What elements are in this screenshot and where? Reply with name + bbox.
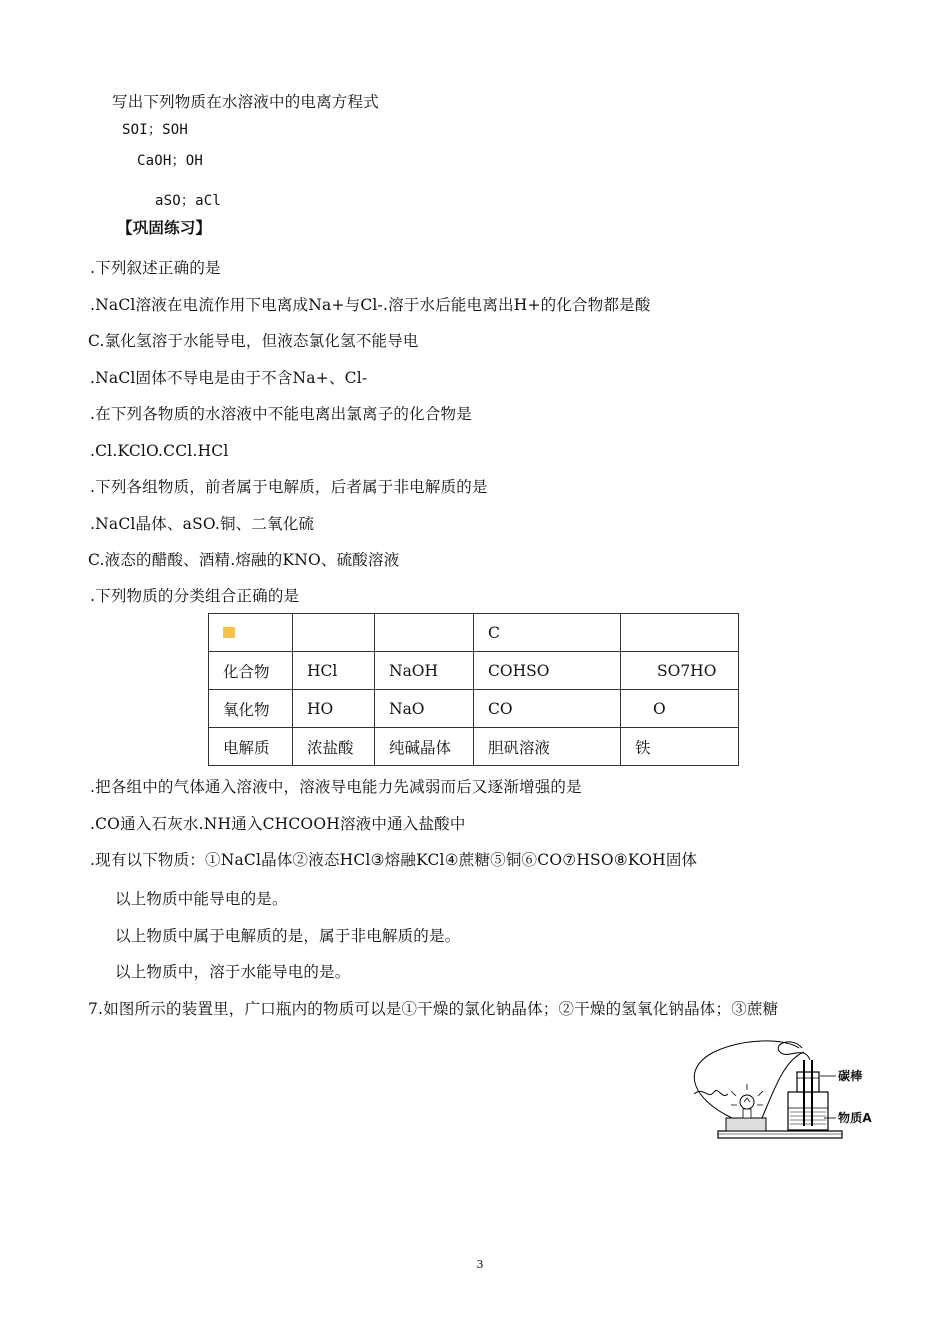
table-cell: HCl [293, 652, 375, 690]
bulb-icon [740, 1095, 754, 1109]
bottle-stopper [797, 1072, 819, 1092]
table-cell: 胆矾溶液 [474, 728, 621, 766]
table-cell: SO7HO [621, 652, 739, 690]
table-cell: NaOH [375, 652, 474, 690]
page-number: 3 [476, 1258, 484, 1271]
question-1: .下列叙述正确的是 [90, 259, 221, 277]
base-board [718, 1131, 842, 1138]
bulb-stand [726, 1118, 766, 1131]
question-7: 7.如图所示的装置里，广口瓶内的物质可以是①干燥的氯化钠晶体；②干燥的氢氧化钠晶体；③蔗糖 [88, 1000, 779, 1018]
question-1-option-d: .NaCl固体不导电是由于不含Na+、Cl- [90, 369, 368, 387]
bulb-base [743, 1109, 751, 1118]
conductivity-apparatus-figure [684, 1030, 884, 1142]
question-2-options: .Cl.KClO.CCl.HCl [90, 442, 229, 460]
question-2: .在下列各物质的水溶液中不能电离出氯离子的化合物是 [90, 405, 472, 423]
table-cell [375, 614, 474, 652]
question-6-part-c: 以上物质中，溶于水能导电的是。 [115, 963, 351, 981]
table-cell: O [621, 690, 739, 728]
table-cell: 纯碱晶体 [375, 728, 474, 766]
question-3: .下列各组物质，前者属于电解质，后者属于非电解质的是 [90, 478, 488, 496]
table-cell: 电解质 [209, 728, 293, 766]
question-5-options: .CO通入石灰水.NH通入CHCOOH溶液中通入盐酸中 [90, 815, 466, 833]
table-cell: C [474, 614, 621, 652]
table-cell: COHSO [474, 652, 621, 690]
question-1-options-ab: .NaCl溶液在电流作用下电离成Na+与Cl-.溶于水后能电离出H+的化合物都是酸 [90, 296, 651, 314]
table-cell: 氧化物 [209, 690, 293, 728]
section-heading: 【巩固练习】 [117, 218, 212, 237]
table-cell [621, 614, 739, 652]
equation-line-1: SOI；SOH [122, 122, 188, 138]
question-5: .把各组中的气体通入溶液中，溶液导电能力先减弱而后又逐渐增强的是 [90, 778, 582, 796]
question-6-part-a: 以上物质中能导电的是。 [115, 890, 288, 908]
table-cell: 化合物 [209, 652, 293, 690]
question-6: .现有以下物质：①NaCl晶体②液态HCl③熔融KCl④蔗糖⑤铜⑥CO⑦HSO⑧KOH固体 [90, 851, 698, 869]
question-1-option-c: C.氯化氢溶于水能导电，但液态氯化氢不能导电 [88, 332, 419, 350]
marker-swatch [223, 627, 235, 638]
table-cell: CO [474, 690, 621, 728]
question-3-options-ab: .NaCl晶体、aSO.铜、二氧化硫 [90, 515, 315, 533]
table-row [209, 690, 739, 728]
table-cell: 浓盐酸 [293, 728, 375, 766]
wide-mouth-bottle [788, 1092, 828, 1130]
table-row [209, 652, 739, 690]
classification-table [208, 613, 739, 766]
question-4: .下列物质的分类组合正确的是 [90, 587, 300, 605]
table-cell: NaO [375, 690, 474, 728]
question-3-options-cd: C.液态的醋酸、酒精.熔融的KNO、硫酸溶液 [88, 551, 400, 569]
table-cell: 铁 [621, 728, 739, 766]
table-row [209, 728, 739, 766]
substance-a-label: 物质A [838, 1111, 872, 1125]
equation-line-2: CaOH；OH [137, 153, 203, 169]
table-cell: HO [293, 690, 375, 728]
table-header-row [209, 614, 739, 652]
question-6-part-b: 以上物质中属于电解质的是，属于非电解质的是。 [115, 927, 461, 945]
carbon-rod-label: 碳棒 [838, 1069, 863, 1083]
table-corner-cell [209, 614, 293, 652]
intro-line: 写出下列物质在水溶液中的电离方程式 [112, 93, 379, 111]
wire-loop [778, 1042, 810, 1060]
table-cell [293, 614, 375, 652]
equation-line-3: aSO；aCl [155, 193, 221, 209]
